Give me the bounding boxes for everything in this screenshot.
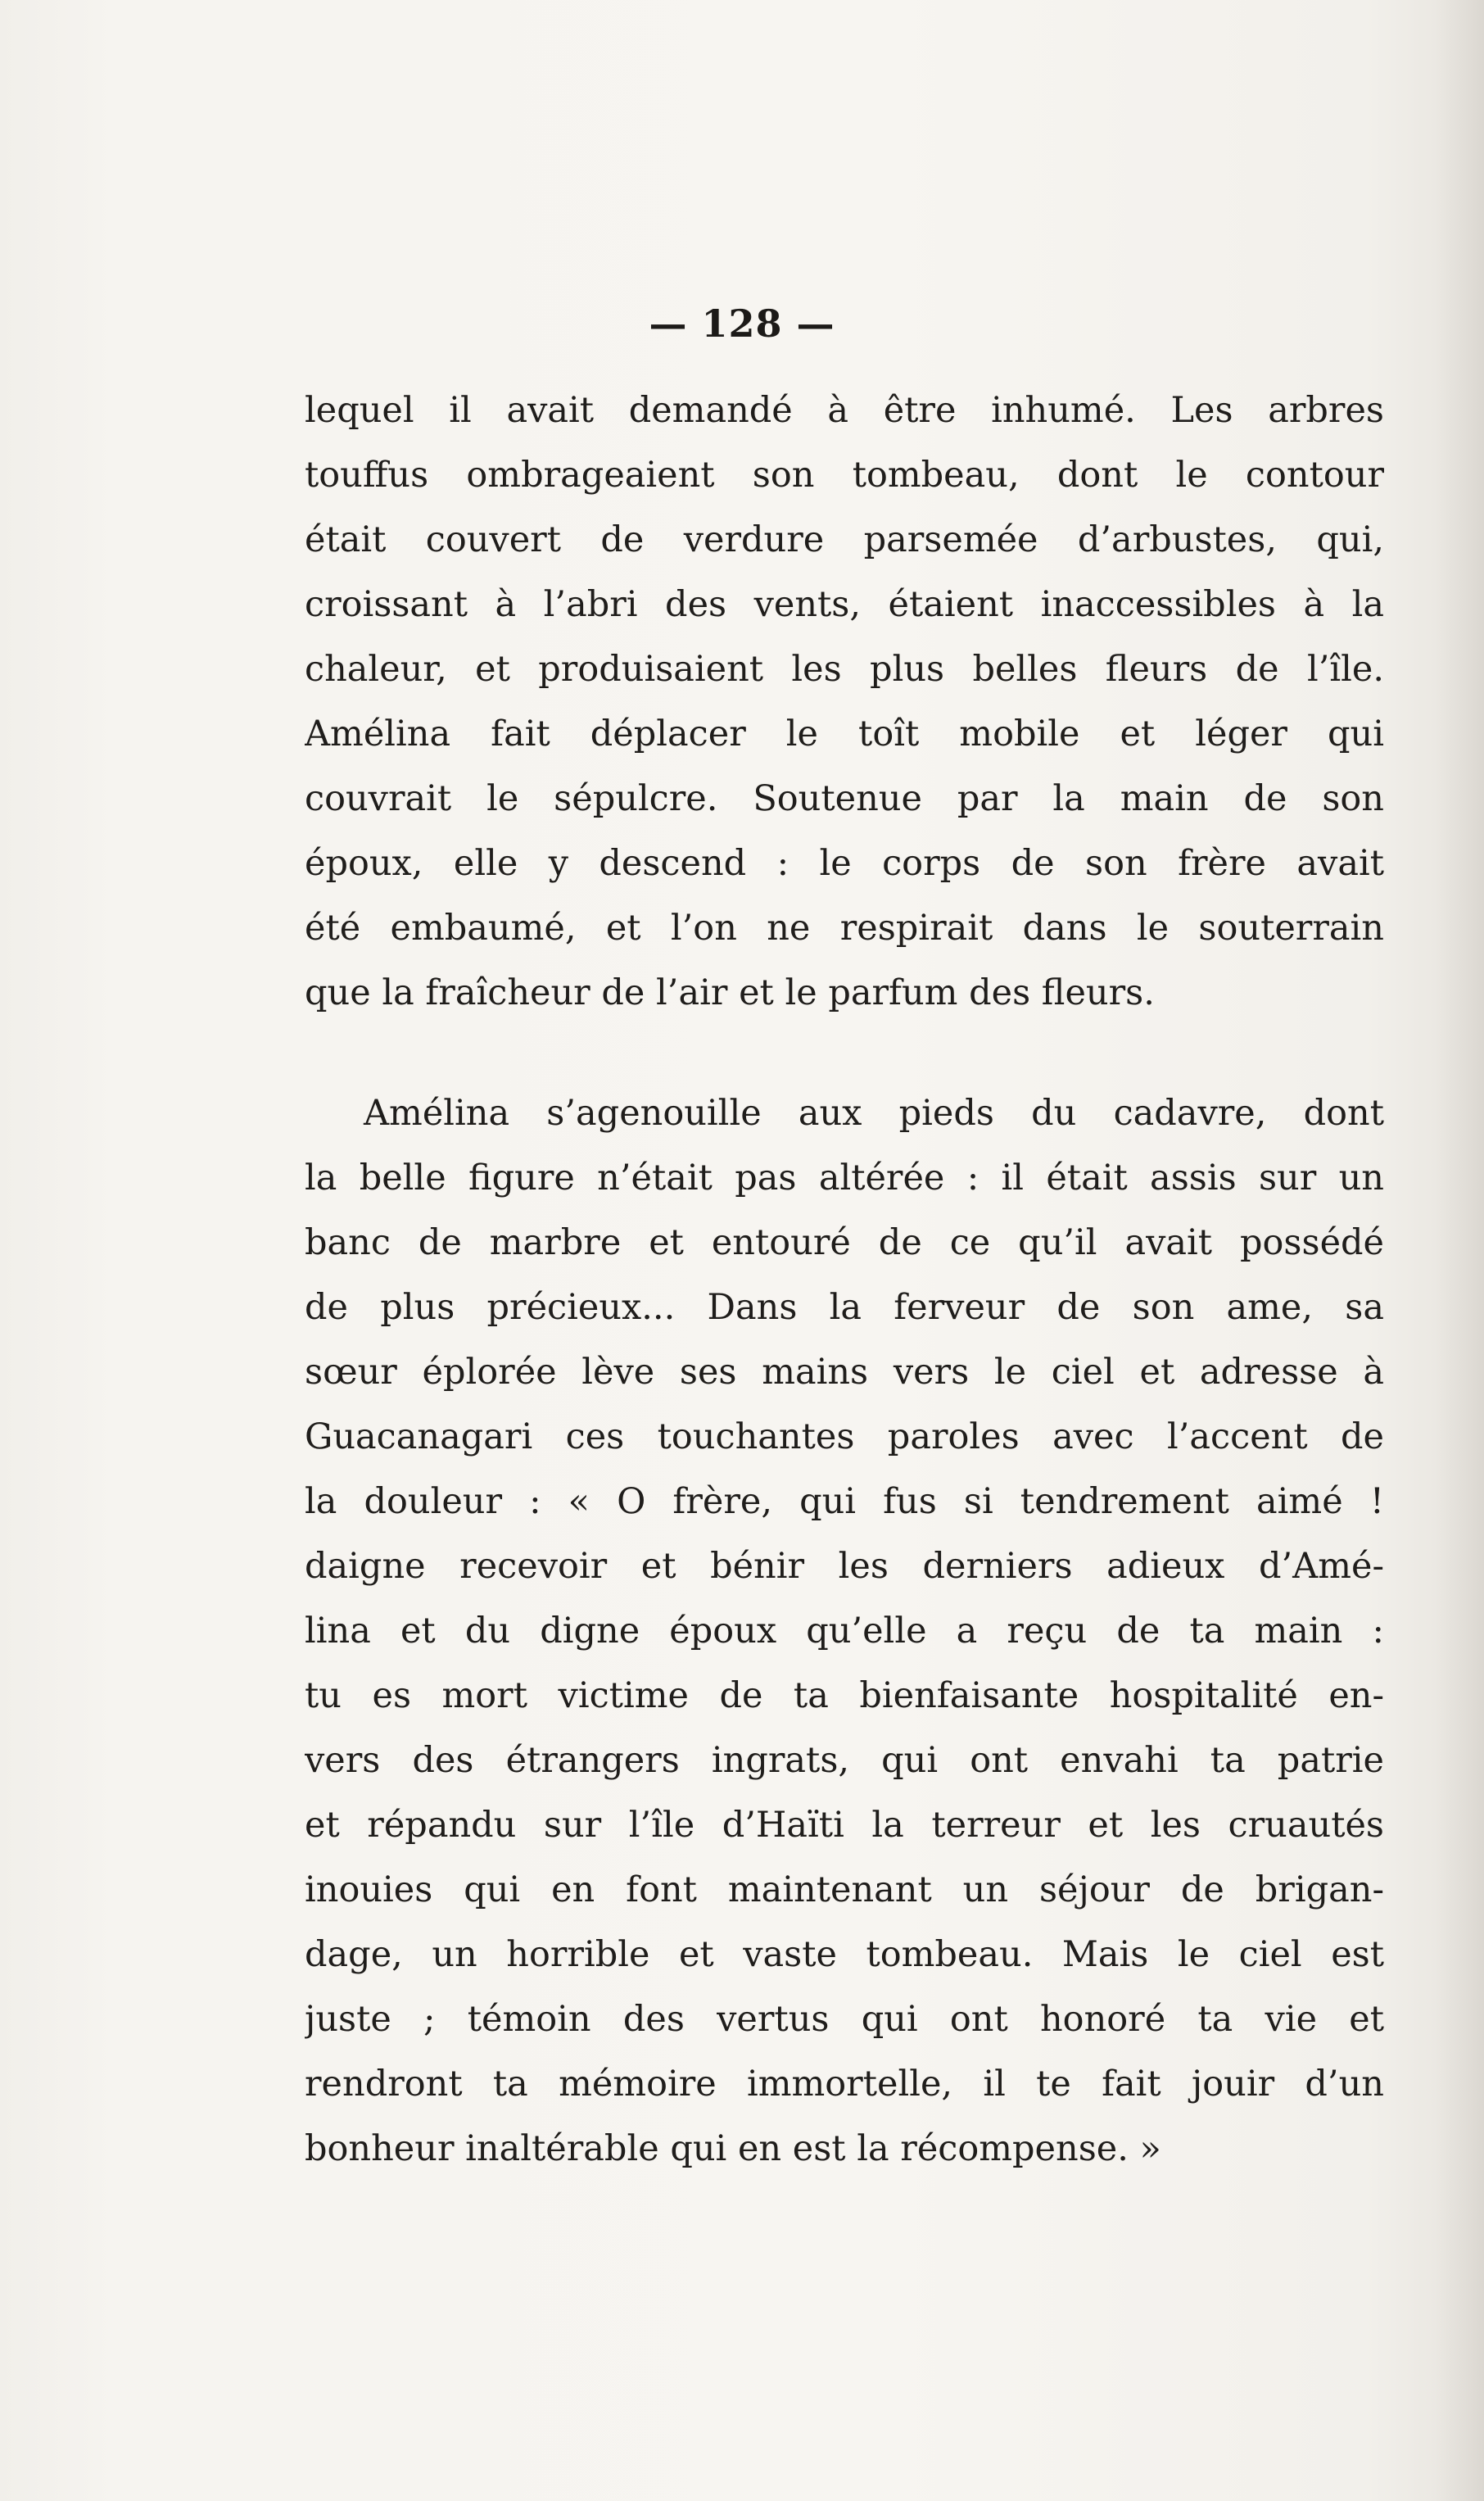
text-line: était couvert de verdure parsemée d’arbustes, qui, <box>305 519 1384 560</box>
text-line: sœur éplorée lève ses mains vers le ciel et adresse à <box>305 1352 1384 1393</box>
page-edge-shadow <box>1435 0 1484 2501</box>
text-line: que la fraîcheur de l’air et le parfum des fleurs. <box>305 972 1155 1013</box>
text-line: de plus précieux... Dans la ferveur de son ame, sa <box>305 1287 1384 1328</box>
text-line: Amélina s’agenouille aux pieds du cadavre, dont <box>364 1093 1384 1134</box>
text-line: dage, un horrible et vaste tombeau. Mais le ciel est <box>305 1934 1384 1975</box>
text-line: la douleur : « O frère, qui fus si tendrement aimé ! <box>305 1481 1384 1522</box>
page-number: — 128 — <box>649 301 835 346</box>
text-line: touffus ombrageaient son tombeau, dont le contour <box>305 455 1384 496</box>
text-line: juste ; témoin des vertus qui ont honoré ta vie et <box>305 1999 1384 2040</box>
text-line: chaleur, et produisaient les plus belles fleurs de l’île. <box>305 649 1384 690</box>
text-line: bonheur inaltérable qui en est la récompense. » <box>305 2128 1161 2169</box>
text-line: lequel il avait demandé à être inhumé. Les arbres <box>305 390 1384 431</box>
text-line: inouies qui en font maintenant un séjour de brigan- <box>305 1869 1384 1910</box>
text-line: vers des étrangers ingrats, qui ont envahi ta patrie <box>305 1740 1384 1781</box>
body-text <box>305 378 1384 2182</box>
text-line: tu es mort victime de ta bienfaisante hospitalité en- <box>305 1675 1384 1716</box>
text-line: rendront ta mémoire immortelle, il te fait jouir d’un <box>305 2064 1384 2105</box>
text-line: la belle figure n’était pas altérée : il était assis sur un <box>305 1158 1384 1198</box>
text-line: époux, elle y descend : le corps de son frère avait <box>305 843 1384 884</box>
text-line: été embaumé, et l’on ne respirait dans le souterrain <box>305 908 1384 949</box>
text-line: croissant à l’abri des vents, étaient inaccessibles à la <box>305 584 1384 625</box>
text-line: Guacanagari ces touchantes paroles avec l’accent de <box>305 1416 1384 1457</box>
text-line: et répandu sur l’île d’Haïti la terreur et les cruautés <box>305 1805 1384 1846</box>
paragraph-gap <box>305 1026 1384 1081</box>
text-line: Amélina fait déplacer le toît mobile et léger qui <box>305 714 1384 754</box>
text-line: lina et du digne époux qu’elle a reçu de ta main : <box>305 1611 1384 1651</box>
text-line: daigne recevoir et bénir les derniers adieux d’Amé- <box>305 1546 1384 1587</box>
text-line: couvrait le sépulcre. Soutenue par la main de son <box>305 778 1384 819</box>
text-line: banc de marbre et entouré de ce qu’il avait possédé <box>305 1222 1384 1263</box>
